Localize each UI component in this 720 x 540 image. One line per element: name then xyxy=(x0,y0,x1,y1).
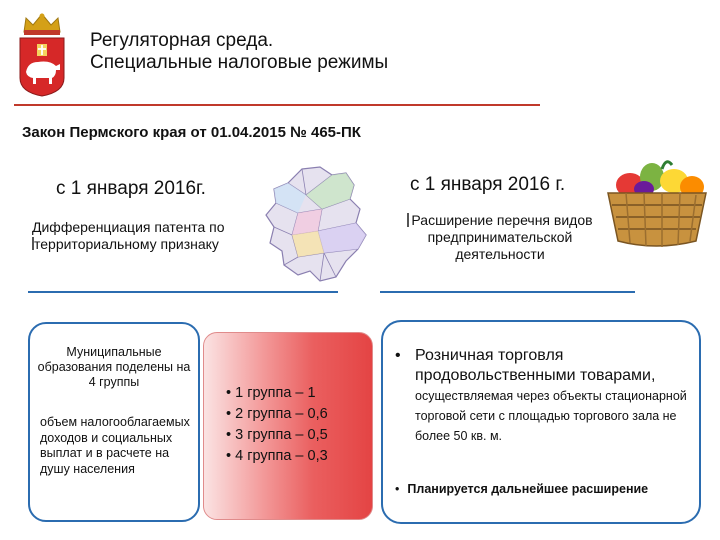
title-divider xyxy=(14,104,540,106)
municipal-groups-text: Муниципальные образования поделены на 4 группы xyxy=(37,345,191,389)
criteria-text: объем налогооблагаемых доходов и социальных выплат и в расчете на душу населения xyxy=(40,415,190,476)
title-line-2: Специальные налоговые режимы xyxy=(90,52,389,73)
law-reference: Закон Пермского края от 01.04.2015 № 465-ПК xyxy=(22,124,361,141)
right-divider xyxy=(380,291,635,293)
group-item: • 2 группа – 0,6 xyxy=(226,406,328,422)
planned-expansion-text: Планируется дальнейшее расширение xyxy=(407,482,649,496)
patent-differentiation-text xyxy=(32,219,225,253)
left-date-heading: с 1 января 2016г. xyxy=(56,178,206,199)
group-coefficients-list xyxy=(226,383,328,467)
planned-expansion-item xyxy=(395,482,648,496)
diff-line-2 xyxy=(32,236,225,253)
bullet: • xyxy=(395,347,401,364)
left-divider xyxy=(28,291,338,293)
diff-line-1: Дифференциация патента по xyxy=(32,219,225,235)
title-line-1: Регуляторная среда. xyxy=(90,30,274,51)
group-item: • 4 группа – 0,3 xyxy=(226,448,328,464)
group-item: • 3 группа – 0,5 xyxy=(226,427,328,443)
vegetable-basket-icon xyxy=(600,155,712,251)
right-date-heading: с 1 января 2016 г. xyxy=(410,174,566,195)
retail-main-text: Розничная торговля продовольственными товарами, xyxy=(415,347,656,384)
text-cursor xyxy=(407,213,409,227)
expansion-text: Расширение перечня видов предпринимательской деятельности xyxy=(411,212,593,262)
retail-text xyxy=(415,346,695,446)
slide-title xyxy=(90,30,388,74)
retail-item xyxy=(395,346,695,446)
diff-line-2-text: территориальному признаку xyxy=(34,236,219,252)
activity-expansion-text xyxy=(400,212,600,263)
group-item: • 1 группа – 1 xyxy=(226,385,316,401)
region-map-icon xyxy=(262,165,370,285)
coat-of-arms-icon xyxy=(14,10,70,98)
bullet: • xyxy=(395,482,400,496)
retail-detail-text: осуществляемая через объекты стационарной торговой сети с площадью торгового зала не более 50 кв. м. xyxy=(415,389,687,443)
